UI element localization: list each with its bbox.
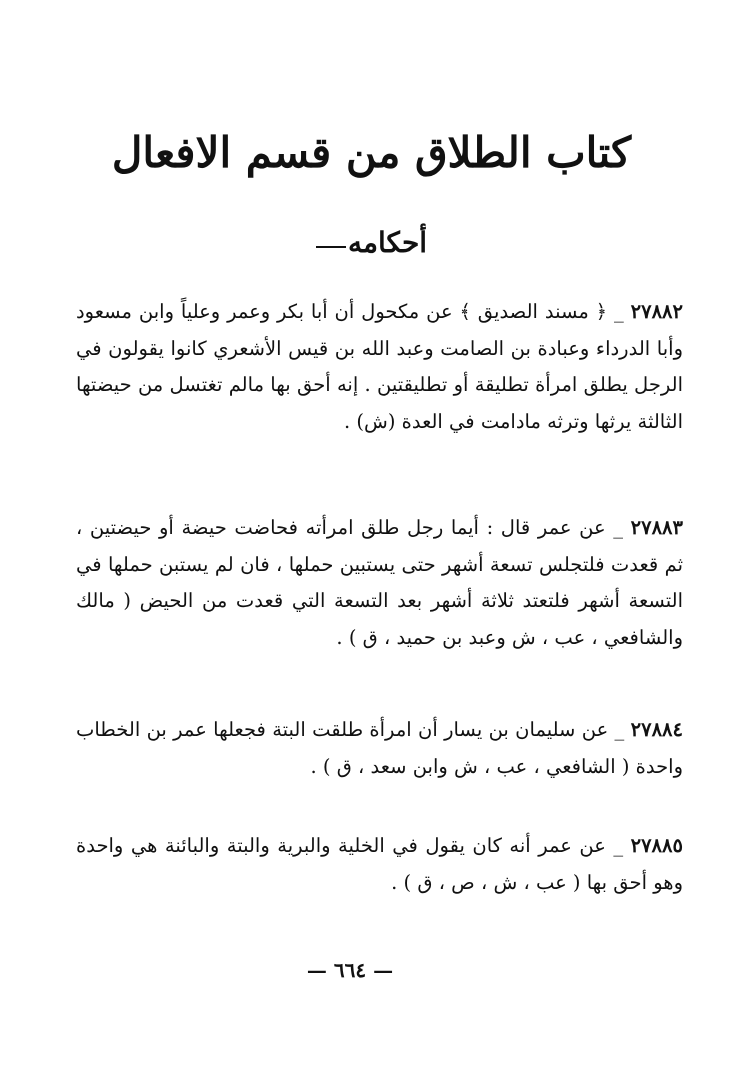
- entry-number: ٢٧٨٨٣: [630, 516, 684, 539]
- entry-text: _ ﴿ مسند الصديق ﴾ عن مكحول أن أبا بكر وعمر وعلياً وابن مسعود وأبا الدرداء وعبادة بن الصامت وعبد الله بن قيس الأشعري كانوا يقولون في الرجل يطلق امرأة تطليقة أو تطليقتين . إنه أحق بها مالم تغتسل من حيضتها الثالثة يرثها وترثه مادامت في العدة (ش) .: [76, 300, 683, 433]
- entry-number: ٢٧٨٨٢: [630, 300, 683, 323]
- entry-text: _ عن عمر قال : أيما رجل طلق امرأته فحاضت حيضة أو حيضتين ، ثم قعدت فلتجلس تسعة أشهر حتى يستبين حملها ، فان لم يستبن حملها في التسعة أشهر فلتعتد ثلاثة أشهر بعد التسعة التي قعدت من الحيض ( مالك والشافعي ، عب ، ش وعبد بن حميد ، ق ) .: [76, 516, 683, 649]
- section-heading: [250, 226, 493, 260]
- page-number: — ٦٦٤ —: [306, 958, 394, 982]
- entry-text: _ عن عمر أنه كان يقول في الخلية والبرية والبتة والبائنة هي واحدة وهو أحق بها ( عب ، ش ، ص ، ق ) .: [76, 834, 683, 894]
- hadith-entry: [76, 294, 683, 440]
- section-heading-label: أحكامه: [347, 226, 428, 259]
- hadith-entry: [76, 828, 683, 901]
- chapter-title: كتاب الطلاق من قسم الافعال: [111, 128, 632, 177]
- heading-underline: [316, 246, 346, 248]
- entry-number: ٢٧٨٨٥: [630, 834, 683, 857]
- entry-text: _ عن سليمان بن يسار أن امرأة طلقت البتة فجعلها عمر بن الخطاب واحدة ( الشافعي ، عب ، ش وابن سعد ، ق ) .: [76, 718, 683, 778]
- entry-number: ٢٧٨٨٤: [630, 718, 684, 741]
- hadith-entry: [76, 510, 683, 656]
- hadith-entry: [76, 712, 683, 785]
